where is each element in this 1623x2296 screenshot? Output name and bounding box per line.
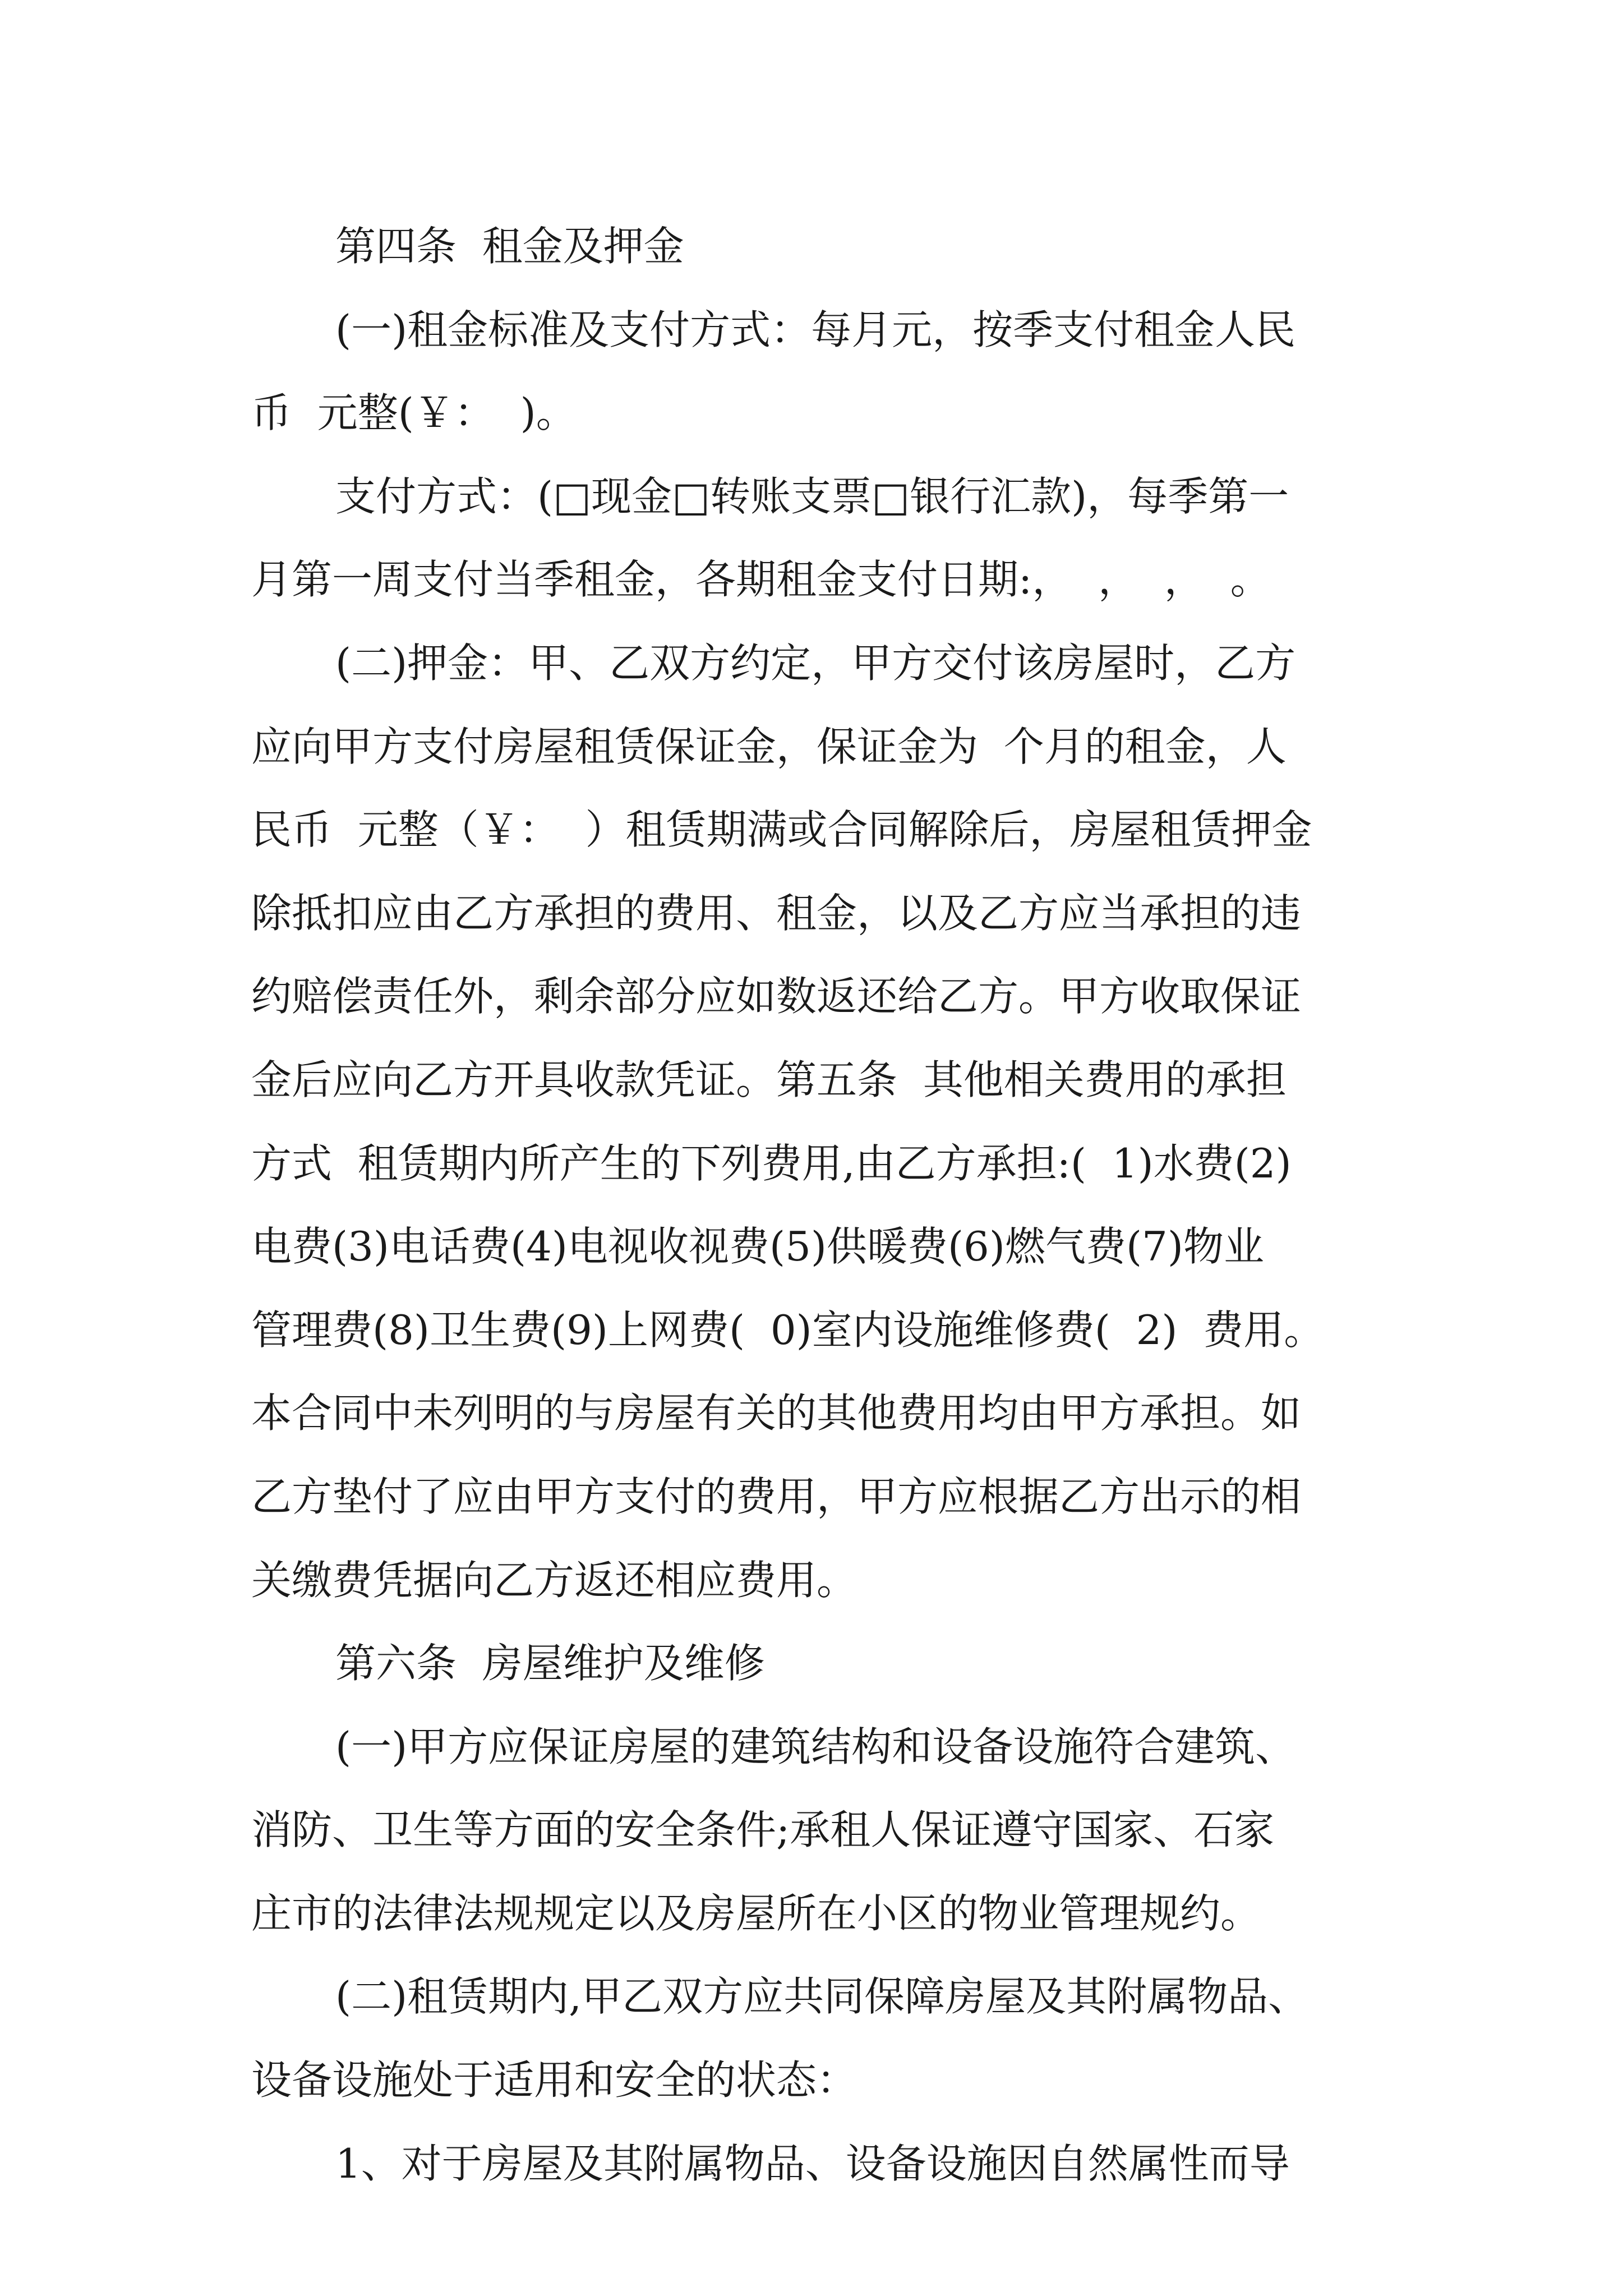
text-line: (二)租赁期内,甲乙双方应共同保障房屋及其附属物品、 bbox=[335, 1973, 1309, 2021]
text-line: 金后应向乙方开具收款凭证。第五条 其他相关费用的承担 bbox=[251, 1056, 1287, 1103]
text-line: 庄市的法律法规规定以及房屋所在小区的物业管理规约。 bbox=[251, 1889, 1261, 1937]
text-line: (一)租金标准及支付方式：每月元，按季支付租金人民 bbox=[335, 306, 1296, 353]
text-line: 电费(3)电话费(4)电视收视费(5)供暖费(6)燃气费(7)物业 bbox=[251, 1223, 1264, 1271]
text-line: 币 元整(￥： )。 bbox=[251, 389, 577, 437]
text-line: 本合同中未列明的与房屋有关的其他费用均由甲方承担。如 bbox=[251, 1389, 1302, 1437]
text-line: 管理费(8)卫生费(9)上网费( 0)室内设施维修费( 2) 费用。 bbox=[251, 1306, 1325, 1354]
text-line: 设备设施处于适用和安全的状态： bbox=[251, 2056, 857, 2104]
text-line: 关缴费凭据向乙方返还相应费用。 bbox=[251, 1556, 857, 1604]
text-line: 消防、卫生等方面的安全条件;承租人保证遵守国家、石家 bbox=[251, 1806, 1275, 1854]
text-line: 应向甲方支付房屋租赁保证金，保证金为 个月的租金，人 bbox=[251, 723, 1287, 770]
text-line: 1、对于房屋及其附属物品、设备设施因自然属性而导 bbox=[335, 2139, 1290, 2187]
article-6-heading: 第六条 房屋维护及维修 bbox=[335, 1640, 765, 1687]
text-line: 方式 租赁期内所产生的下列费用,由乙方承担:( 1)水费(2) bbox=[251, 1139, 1292, 1187]
text-line: 除抵扣应由乙方承担的费用、租金，以及乙方应当承担的违 bbox=[251, 889, 1302, 937]
article-4-heading: 第四条 租金及押金 bbox=[335, 223, 684, 270]
text-line: 民币 元整（￥： ）租赁期满或合同解除后，房屋租赁押金 bbox=[251, 806, 1312, 854]
text-line: 约赔偿责任外，剩余部分应如数返还给乙方。甲方收取保证 bbox=[251, 973, 1302, 1020]
text-line: 支付方式：(□现金□转账支票□银行汇款)，每季第一 bbox=[335, 472, 1289, 520]
text-line: 乙方垫付了应由甲方支付的费用，甲方应根据乙方出示的相 bbox=[251, 1473, 1302, 1520]
document-body bbox=[251, 205, 1384, 2205]
text-line: (二)押金：甲、乙双方约定，甲方交付该房屋时，乙方 bbox=[335, 639, 1296, 687]
text-line: 月第一周支付当季租金，各期租金支付日期:， ， ， 。 bbox=[251, 556, 1271, 604]
text-line: (一)甲方应保证房屋的建筑结构和设备设施符合建筑、 bbox=[335, 1723, 1296, 1770]
